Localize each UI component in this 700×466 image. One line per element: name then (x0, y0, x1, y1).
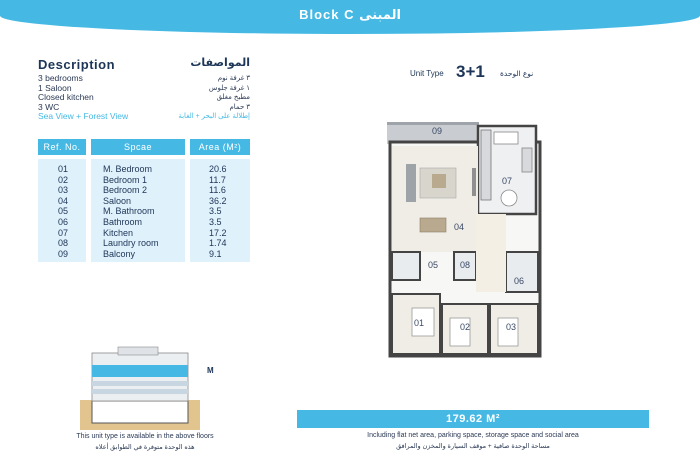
unit-type-label: Unit Type (410, 69, 444, 78)
elevation-floor-marker: M (207, 366, 214, 375)
table-cell-space: Saloon (103, 195, 132, 206)
table-cell-ref: 04 (58, 195, 69, 206)
room-label-09: 09 (432, 126, 443, 136)
sofa (406, 164, 416, 202)
room-label-06: 06 (514, 276, 525, 286)
table-cell-space: M. Bedroom (103, 164, 153, 174)
kitchen-sink (494, 132, 518, 144)
table-column-space (103, 164, 159, 259)
description-line-ar: ١ غرفة جلوس (208, 84, 250, 92)
table-header-ref: Ref. No. (38, 139, 86, 155)
page-title: Block C المبنى (299, 7, 401, 22)
area-note-ar: مساحة الوحدة صافية + موقف السيارة والمخزن والمرافق (396, 443, 550, 450)
bathroom-06 (506, 252, 538, 292)
table-cell-ref: 09 (58, 248, 69, 259)
table-cell-ref: 02 (58, 174, 69, 185)
roof-structure (118, 347, 158, 355)
kitchen-table (501, 190, 517, 206)
table-cell-area: 9.1 (209, 248, 222, 259)
header-banner (0, 0, 700, 34)
table-cell-space: Bathroom (103, 216, 143, 227)
table-cell-space: Bedroom 1 (103, 174, 148, 185)
basement (92, 401, 188, 423)
saloon-floor (392, 146, 478, 252)
description-line-ar: ٣ حمام (229, 103, 250, 111)
table-cell-space: Kitchen (103, 227, 134, 238)
table-cell-area: 11.7 (209, 174, 226, 185)
description-title: Description (38, 57, 116, 72)
table-cell-area: 11.6 (209, 185, 226, 196)
table-cell-area: 20.6 (209, 164, 227, 174)
floor-band (92, 381, 188, 386)
floor-band (92, 389, 188, 394)
room-label-03: 03 (506, 322, 517, 332)
table-cell-ref: 05 (58, 206, 69, 217)
dining-table (420, 218, 446, 232)
table-cell-area: 3.5 (209, 206, 222, 217)
coffee-table (432, 174, 446, 188)
kitchen-counter (481, 130, 491, 200)
table-header-area: Area (M²) (190, 139, 250, 155)
building-elevation-icon (78, 345, 228, 430)
description-line: Closed kitchen (38, 92, 94, 102)
highlighted-floor (92, 365, 188, 377)
area-note: Including flat net area, parking space, storage space and social area (367, 432, 579, 439)
description-view-ar: إطلالة على البحر + الغابة (178, 113, 250, 120)
room-label-08: 08 (460, 260, 471, 270)
table-cell-area: 17.2 (209, 227, 227, 238)
table-cell-space: Balcony (103, 248, 136, 259)
bathroom-05 (392, 252, 420, 280)
table-column-ref (58, 164, 68, 259)
description-line: 3 bedrooms (38, 73, 83, 83)
room-label-02: 02 (460, 322, 471, 332)
tv-unit (472, 168, 476, 196)
description-list-ar (170, 74, 250, 122)
room-label-01: 01 (414, 318, 425, 328)
table-cell-area: 3.5 (209, 216, 222, 227)
room-label-04: 04 (454, 222, 465, 232)
total-area: 179.62 M² (297, 410, 649, 428)
table-column-area (209, 164, 227, 259)
description-line: 3 WC (38, 101, 60, 112)
unit-type-label-ar: نوع الوحدة (500, 69, 534, 78)
table-cell-space: Bedroom 2 (103, 185, 148, 196)
elevation-note-ar: هذه الوحدة متوفرة في الطوابق أعلاه (95, 444, 195, 451)
corridor (476, 214, 506, 292)
description-list (38, 74, 128, 122)
balcony-railing (387, 122, 479, 125)
table-cell-space: M. Bathroom (103, 206, 155, 217)
room-label-07: 07 (502, 176, 513, 186)
description-title-ar: المواصفات (190, 57, 250, 69)
unit-type-value: 3+1 (456, 62, 485, 81)
kitchen-stove (522, 148, 532, 172)
description-line-ar: ٣ غرفة نوم (217, 75, 250, 82)
floor-plan (382, 118, 547, 383)
table-cell-ref: 08 (58, 238, 69, 249)
description-line: 1 Saloon (38, 82, 72, 93)
table-cell-ref: 03 (58, 185, 69, 196)
table-cell-ref: 06 (58, 216, 69, 227)
description-line-ar: مطبخ مغلق (216, 94, 250, 101)
table-cell-area: 1.74 (209, 238, 227, 249)
table-cell-ref: 07 (58, 227, 69, 238)
elevation-note: This unit type is available in the above floors (76, 433, 214, 440)
table-cell-ref: 01 (58, 164, 69, 174)
room-label-05: 05 (428, 260, 439, 270)
table-cell-area: 36.2 (209, 195, 227, 206)
table-cell-space: Laundry room (103, 238, 159, 249)
description-view: Sea View + Forest View (38, 111, 129, 121)
table-header-space: Spcae (91, 139, 185, 155)
